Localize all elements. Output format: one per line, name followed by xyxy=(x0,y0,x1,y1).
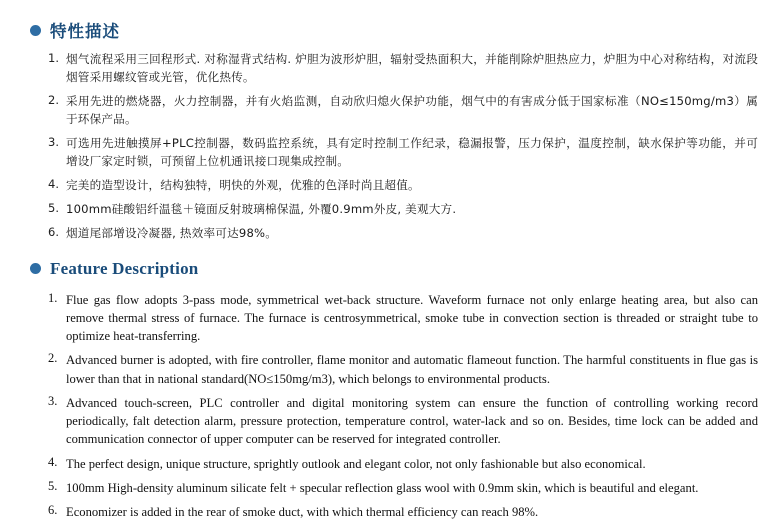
list-item-number: 5. xyxy=(48,478,58,493)
list-item-number: 5. xyxy=(48,200,59,215)
list-item-number: 1. xyxy=(48,51,59,65)
list-item-text: 烟道尾部增设冷凝器, 热效率可达98%。 xyxy=(66,225,278,240)
bullet-dot-icon xyxy=(30,25,41,36)
list-item xyxy=(48,394,758,449)
list-item xyxy=(48,135,758,171)
list-item xyxy=(48,351,758,388)
list-item-text: 100mm High-density aluminum silicate felt + specular reflection glass wool with 0.9mm skin, which is beautiful and elegant. xyxy=(66,480,699,495)
list-item-number: 2. xyxy=(48,92,59,107)
list-item-text: 可选用先进触摸屏+PLC控制器，数码监控系统，具有定时控制工作纪录，稳漏报警，压力保护，温度控制，缺水保护等功能，并可增设厂家定时锁，可预留上位机通讯接口现集成控制。 xyxy=(66,135,758,168)
list-item xyxy=(48,177,758,195)
list-item-text: Flue gas flow adopts 3-pass mode, symmetrical wet-back structure. Waveform furnace not only enlarge heating area, but also can remove thermal stress of furnace. The furnace is centrosymmetrical, smoke tube in convection section is threaded or straight tube to optimize heat-transferring. xyxy=(66,292,758,344)
chinese-section-heading xyxy=(30,18,758,42)
chinese-feature-list xyxy=(30,51,758,243)
list-item-number: 2. xyxy=(48,351,58,366)
list-item-text: Advanced touch-screen, PLC controller and digital monitoring system can ensure the function of controlling working record periodically, falt detection alarm, pressure protection, temperature control, water-lack and so on. Besides, time lock can be added and communication connector of upper computer can be reserved for integrated controller. xyxy=(66,395,758,447)
list-item-text: 烟气流程采用三回程形式. 对称湿背式结构. 炉胆为波形炉胆，辐射受热面积大，并能削除炉胆热应力，炉胆为中心对称结构，对流段烟管采用螺纹管或光管，优化热传。 xyxy=(66,52,758,84)
list-item-number: 4. xyxy=(48,176,59,191)
bullet-dot-icon xyxy=(30,263,41,274)
chinese-section-title: 特性描述 xyxy=(50,22,120,41)
english-feature-list xyxy=(30,291,758,521)
list-item xyxy=(48,201,758,219)
list-item xyxy=(48,93,758,129)
list-item-text: The perfect design, unique structure, sprightly outlook and elegant color, not only fashionable but also economical. xyxy=(66,456,646,471)
list-item-number: 1. xyxy=(48,290,58,305)
list-item xyxy=(48,455,758,473)
english-feature-section xyxy=(30,259,758,521)
list-item xyxy=(48,503,758,521)
list-item-text: 完美的造型设计，结构独特，明快的外观，优雅的色泽时尚且超值。 xyxy=(66,177,420,192)
list-item-number: 3. xyxy=(48,393,58,408)
chinese-feature-section xyxy=(30,18,758,243)
list-item-text: Advanced burner is adopted, with fire controller, flame monitor and automatic flameout function. The harmful constituents in flue gas is lower than that in national standard(NO≤150mg/m3), which belongs to environmental products. xyxy=(66,353,758,386)
list-item xyxy=(48,479,758,497)
english-section-title: Feature Description xyxy=(50,258,199,278)
list-item-number: 3. xyxy=(48,134,59,149)
list-item-number: 4. xyxy=(48,454,58,469)
list-item-number: 6. xyxy=(48,224,59,239)
list-item-number: 6. xyxy=(48,503,58,518)
list-item xyxy=(48,51,758,87)
list-item-text: Economizer is added in the rear of smoke duct, with which thermal efficiency can reach 98%. xyxy=(66,505,539,520)
list-item-text: 采用先进的燃烧器，火力控制器，并有火焰监测，自动欣归熄火保护功能，烟气中的有害成分低于国家标准（NO≤150mg/m3）属于环保产品。 xyxy=(66,93,758,126)
list-item xyxy=(48,225,758,243)
list-item-text: 100mm硅酸铝纤温毯＋镜面反射玻璃棉保温, 外覆0.9mm外皮, 美观大方. xyxy=(66,201,457,216)
list-item xyxy=(48,291,758,346)
english-section-heading xyxy=(30,259,758,279)
